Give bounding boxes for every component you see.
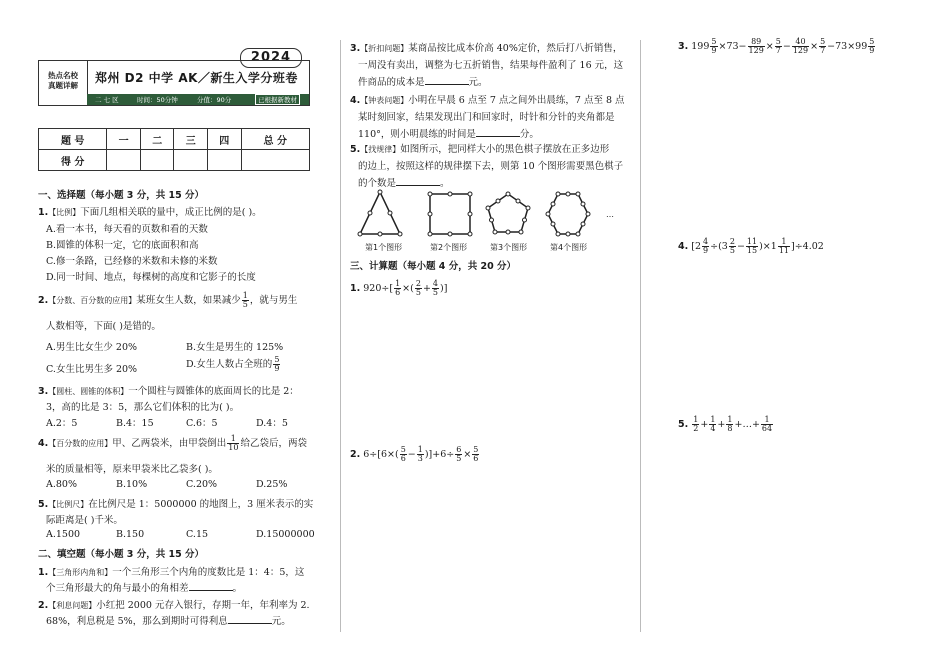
square-figure (428, 192, 472, 236)
option: D.25% (256, 479, 288, 490)
badge-line-2: 真题详解 (48, 81, 78, 90)
section1-heading: 一、选择题（每小题 3 分，共 15 分） (38, 190, 205, 201)
option: B.女生是男生的 125% (186, 342, 284, 353)
column-divider-left (340, 40, 341, 632)
exam-info-band (87, 94, 309, 105)
score-table-header-row (39, 129, 310, 150)
figure-label: 第1个图形 (365, 243, 403, 252)
score-input-cell[interactable] (107, 150, 141, 171)
calc-p5: 5. $\frac{1}{2}$ + $\frac{1}{4}$ + $\frac{1}{8}$ +…+ $\frac{1}{64}$ (678, 415, 773, 433)
fill-q3-stem: 3.【折扣问题】某商品按比成本价高 40%定价，然后打八折销售， (350, 43, 623, 54)
score-input-cell[interactable] (241, 150, 309, 171)
time-label: 时间：50分钟 (137, 96, 178, 104)
column-divider-right (640, 40, 641, 632)
q1-stem: 1.【比例】下面几组相关联的量中，成正比例的是( )。 (38, 207, 262, 218)
cell: 总 分 (241, 129, 309, 150)
option: C.女生比男生多 20% (46, 364, 138, 375)
calc-p1: 1. 920÷[ $\frac{1}{6}$ ×( $\frac{2}{5}$ + $\frac{4}{5}$ )] (350, 279, 448, 297)
option: D.同一时间、地点，每棵树的高度和它影子的长度 (46, 272, 256, 283)
cell: 四 (208, 129, 242, 150)
option: C.修一条路，已经修的米数和未修的米数 (46, 256, 218, 267)
score-table-score-row (39, 150, 310, 171)
q3-line2: 3，高的比是 3：5，那么它们体积的比为( )。 (46, 402, 240, 413)
calc-p3: 3. 199 $\frac{5}{9}$ ×73− $\frac{89}{129}$ × $\frac{5}{7}$ − $\frac{40}{129}$ × $\frac{5}{7}$ −73×99 $\frac{5}{9}$ (678, 37, 875, 55)
pentagon-figure (486, 192, 530, 234)
year-badge: 2024 (240, 48, 302, 68)
fill-q5-line2: 的边上，按照这样的规律摆下去，则第 10 个图形需要黑色棋子 (358, 161, 624, 172)
figure-label: 第2个图形 (430, 243, 468, 252)
q5-line2: 际距离是( )千米。 (46, 515, 123, 526)
option: B.4：15 (116, 418, 154, 429)
score-input-cell[interactable] (208, 150, 242, 171)
calc-p2: 2. 6÷[6×( $\frac{5}{6}$ − $\frac{1}{3}$ )]+6÷ $\frac{6}{5}$ × $\frac{5}{6}$ (350, 445, 479, 463)
cell: 一 (107, 129, 141, 150)
option: A.80% (46, 479, 77, 490)
hot-school-badge (39, 61, 88, 105)
section2-heading: 二、填空题（每小题 3 分，共 15 分） (38, 549, 205, 560)
q3-stem: 3.【圆柱、圆锥的体积】一个圆柱与圆锥体的底面周长的比是 2： (38, 386, 299, 397)
answer-blank[interactable] (425, 84, 469, 85)
figure-label: 第3个图形 (490, 243, 528, 252)
textbook-note: 已根据新教材 (255, 94, 300, 105)
section3-heading: 三、计算题（每小题 4 分，共 20 分） (350, 261, 517, 272)
hexagon-figure (546, 192, 590, 236)
option: A.1500 (46, 529, 81, 540)
cell: 题 号 (39, 129, 107, 150)
option: A.男生比女生少 20% (46, 342, 138, 353)
exam-header (38, 60, 310, 106)
option: A.2：5 (46, 418, 78, 429)
score-table (38, 128, 310, 171)
exam-title: 郑州 D2 中学 AK／新生入学分班卷 (95, 71, 298, 85)
fill-q1-stem: 1.【三角形内角和】一个三角形三个内角的度数比是 1：4：5，这 (38, 567, 305, 578)
option: D.15000000 (256, 529, 315, 540)
fill-q2-line2: 68%，利息税是 5%，那么到期时可得利息 元。 (46, 616, 291, 627)
district-label: 二 七 区 (95, 96, 119, 104)
option: B.圆锥的体积一定，它的底面积和高 (46, 240, 199, 251)
fill-q4-stem: 4.【钟表问题】小明在早晨 6 点至 7 点之间外出晨练，7 点至 8 点 (350, 95, 625, 106)
score-label: 分值：90分 (197, 96, 232, 104)
pattern-figures (350, 188, 630, 240)
score-input-cell[interactable] (140, 150, 174, 171)
cell: 三 (174, 129, 208, 150)
ellipsis: … (606, 210, 614, 219)
answer-blank[interactable] (228, 623, 272, 624)
q2-stem: 2.【分数、百分数的应用】某班女生人数，如果减少 $\frac{1}{5}$ ，就与男生 (38, 291, 298, 309)
option: B.10% (116, 479, 148, 490)
option: C.6：5 (186, 418, 218, 429)
answer-blank[interactable] (396, 185, 440, 186)
fill-q4-line3: 110°，则小明晨练的时间是 分。 (358, 129, 539, 140)
fill-q3-line2: 一周没有卖出，调整为七五折销售，结果每件盈利了 16 元，这 (358, 60, 624, 71)
option: D.4：5 (256, 418, 288, 429)
q2-line2: 人数相等，下面( )是错的。 (46, 321, 161, 332)
badge-line-1: 热点名校 (48, 71, 78, 80)
q4-stem: 4.【百分数的应用】甲、乙两袋米，由甲袋倒出 $\frac{1}{10}$ 给乙袋后，两袋 (38, 434, 307, 452)
fill-q5-stem: 5.【找规律】如图所示，把同样大小的黑色棋子摆放在正多边形 (350, 144, 610, 155)
q5-stem: 5.【比例尺】在比例尺是 1：5000000 的地图上，3 厘米表示的实 (38, 499, 314, 510)
fill-q3-line3: 件商品的成本是 元。 (358, 77, 488, 88)
fill-q5-line3: 的个数是 。 (358, 178, 450, 189)
option: D.女生人数占全班的 $\frac{5}{9}$ (186, 355, 280, 373)
answer-blank[interactable] (189, 590, 233, 591)
option: C.20% (186, 479, 218, 490)
answer-blank[interactable] (476, 136, 520, 137)
triangle-figure (358, 190, 402, 236)
option: A.看一本书，每天看的页数和看的天数 (46, 224, 208, 235)
option: C.15 (186, 529, 209, 540)
score-input-cell[interactable] (174, 150, 208, 171)
option: B.150 (116, 529, 145, 540)
calc-p4: 4. [2 $\frac{4}{9}$ ÷(3 $\frac{2}{5}$ − $\frac{11}{15}$ )×1 $\frac{1}{11}$ ]÷4.02 (678, 237, 824, 255)
figure-label: 第4个图形 (550, 243, 588, 252)
cell: 得 分 (39, 150, 107, 171)
fill-q1-line2: 个三角形最大的角与最小的角相差 。 (46, 583, 243, 594)
fill-q4-line2: 某时刻回家，结果发现出门和回家时，时针和分针的夹角都是 (358, 112, 615, 123)
cell: 二 (140, 129, 174, 150)
q4-line2: 米的质量相等，原来甲袋米比乙袋多( )。 (46, 464, 218, 475)
fill-q2-stem: 2.【利息问题】小红把 2000 元存入银行，存期一年，年利率为 2. (38, 600, 310, 611)
